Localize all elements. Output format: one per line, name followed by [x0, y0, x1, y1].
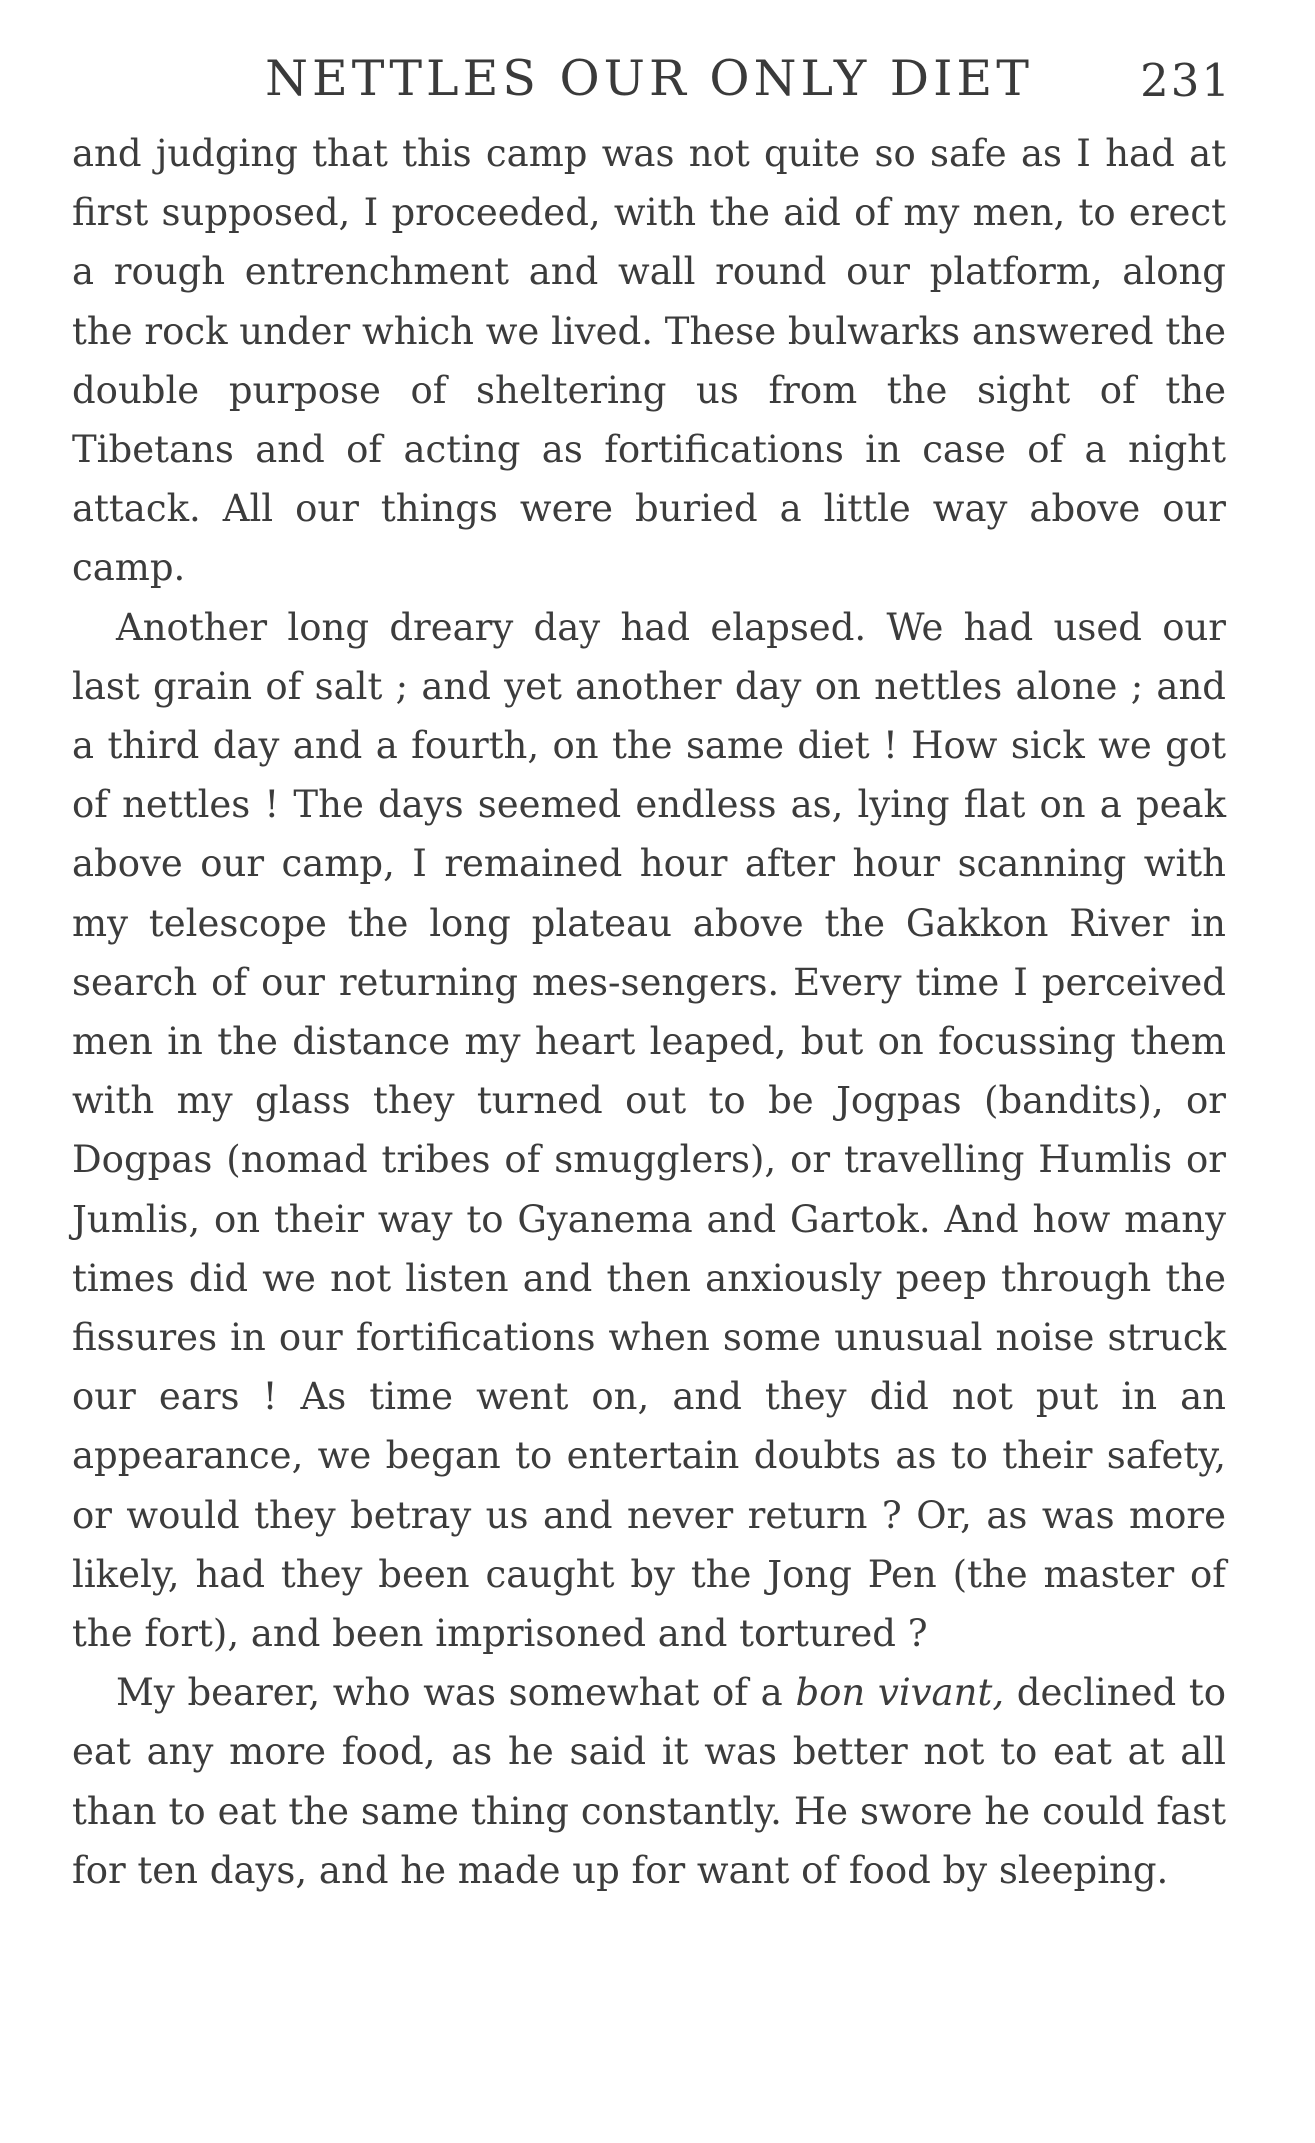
paragraph-3-end: declined to eat any more food, as he said it was better not to eat at all than to eat the same thing constantly. He swore he could fast for ten days, and he made up for want of food by sleeping.	[72, 1671, 1226, 1892]
italic-phrase: bon vivant,	[795, 1671, 1005, 1715]
paragraph-2: Another long dreary day had elapsed. We had used our last grain of salt ; and yet another day on nettles alone ; and a third day and a fourth, on the same diet ! How sick we got of nettles ! The days seemed endless as, lying flat on a peak above our camp, I remained hour after hour scanning with my telescope the long plateau above the Gakkon River in search of our returning mes-sengers. Every time I perceived men in the distance my heart leaped, but on focussing them with my glass they turned out to be Jogpas (bandits), or Dogpas (nomad tribes of smugglers), or travelling Humlis or Jumlis, on their way to Gyanema and Gartok. And how many times did we not listen and then anxiously peep through the fissures in our fortifications when some unusual noise struck our ears ! As time went on, and they did not put in an appearance, we began to entertain doubts as to their safety, or would they betray us and never return ? Or, as was more likely, had they been caught by the Jong Pen (the master of the fort), and been imprisoned and tortured ?	[72, 605, 1226, 1656]
paragraph-1: and judging that this camp was not quite so safe as I had at first supposed, I proceeded, with the aid of my men, to erect a rough entrenchment and wall round our platform, along the rock under which we lived. These bulwarks answered the double purpose of sheltering us from the sight of the Tibetans and of acting as fortifications in case of a night attack. All our things were buried a little way above our camp.	[72, 132, 1226, 590]
paragraph-3-start: My bearer, who was somewhat of a	[116, 1671, 796, 1715]
running-header	[72, 44, 1232, 116]
paragraph-3	[72, 1663, 1226, 1900]
page-title: NETTLES OUR ONLY DIET	[265, 50, 1033, 107]
page-number: 231	[1140, 54, 1232, 107]
book-page	[72, 44, 1232, 1900]
